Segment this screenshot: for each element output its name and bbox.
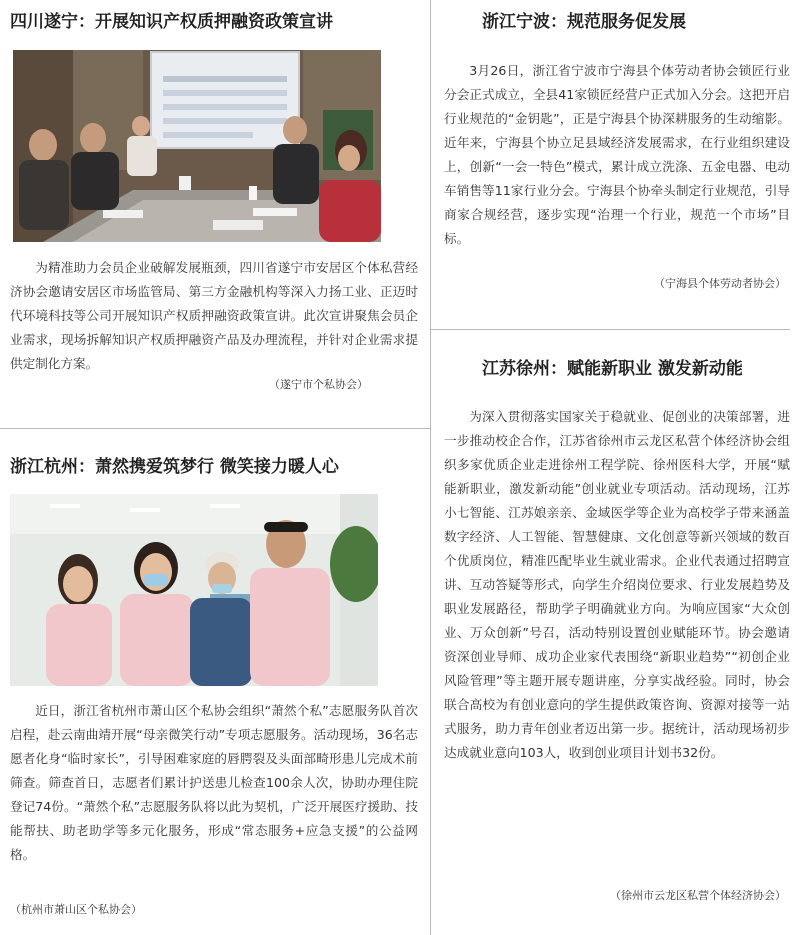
article-title: 浙江宁波：规范服务促发展 (482, 12, 686, 32)
section-divider (430, 329, 790, 330)
article-body: 3月26日，浙江省宁波市宁海县个体劳动者协会锁匠行业分会正式成立，全县41家锁匠经营户正式加入分会。这把开启行业规范的“金钥匙”，正是宁海县个协深耕服务的生动缩影。近年来，宁海县个协立足县域经济发展需求，在行业组织建设上，创新“一会一特色”模式，累计成立洗涤、五金电器、电动车销售等11家行业分会。宁海县个协牵头制定行业规范，引导商家合规经营，逐步实现“治理一个行业，规范一个市场”目标。 (444, 63, 790, 246)
article-ningbo-body (444, 59, 790, 290)
column-divider (430, 0, 431, 935)
article-hangzhou-body (10, 699, 418, 916)
volunteers-photo (10, 494, 378, 686)
article-source: （遂宁市个私协会） (269, 378, 368, 391)
article-suining-body (10, 256, 418, 391)
article-hangzhou (10, 455, 418, 479)
section-divider (0, 428, 430, 429)
article-source: （宁海县个体劳动者协会） (654, 277, 786, 290)
article-body: 为深入贯彻落实国家关于稳就业、促创业的决策部署，进一步推动校企合作，江苏省徐州市云龙区私营个体经济协会组织多家优质企业走进徐州工程学院、徐州医科大学，开展“赋能新职业，激发新动能”创业就业专项活动。活动现场，江苏小七智能、江苏娘亲亲、金域医学等企业为高校学子带来涵盖数字经济、人工智能、智慧健康、文化创意等新兴领域的数百个优质岗位，精准匹配毕业生就业需求。企业代表通过招聘宣讲、互动答疑等形式，向学生介绍岗位要求、行业发展趋势及职业发展路径，帮助学子明确就业方向。为响应国家“大众创业、万众创新”号召，活动特别设置创业赋能环节。协会邀请资深创业导师、成功企业家代表围绕“新职业趋势”“初创企业风险管理”等主题开展专题讲座，分享实战经验。同时，协会联合高校为有创业意向的学生提供政策咨询、资源对接等一站式服务，助力青年创业者迈出第一步。据统计，活动现场初步达成就业意向103人，收到创业项目计划书32份。 (444, 409, 790, 760)
meeting-photo (13, 50, 381, 242)
left-column (10, 0, 418, 935)
article-ningbo (444, 10, 790, 34)
article-source: （徐州市云龙区私营个体经济协会） (610, 889, 786, 902)
article-title: 四川遂宁：开展知识产权质押融资政策宣讲 (10, 12, 333, 32)
article-xuzhou-body (444, 405, 790, 902)
article-source: （杭州市萧山区个私协会） (10, 903, 142, 916)
article-body: 近日，浙江省杭州市萧山区个私协会组织“萧然个私”志愿服务队首次启程，赴云南曲靖开展“母亲微笑行动”专项志愿服务。活动现场，36名志愿者化身“临时家长”，引导困难家庭的唇腭裂及头面部畸形患儿完成术前筛查。筛查首日，志愿者们累计护送患儿检查100余人次，协助办理住院登记74份。“萧然个私”志愿服务队将以此为契机，广泛开展医疗援助、技能帮扶、助老助学等多元化服务，形成“常态服务+应急支援”的公益网格。 (10, 703, 418, 862)
article-xuzhou (444, 357, 790, 381)
right-column (444, 0, 790, 935)
article-suining (10, 10, 418, 34)
article-title: 江苏徐州：赋能新职业 激发新动能 (482, 359, 743, 379)
article-body: 为精准助力会员企业破解发展瓶颈，四川省遂宁市安居区个体私营经济协会邀请安居区市场监管局、第三方金融机构等深入力扬工业、正迈时代环境科技等公司开展知识产权质押融资政策宣讲。此次宣讲聚焦会员企业需求，现场拆解知识产权质押融资产品及办理流程，并针对企业需求提供定制化方案。 (10, 260, 418, 371)
article-title: 浙江杭州：萧然携爱筑梦行 微笑接力暖人心 (10, 457, 339, 477)
